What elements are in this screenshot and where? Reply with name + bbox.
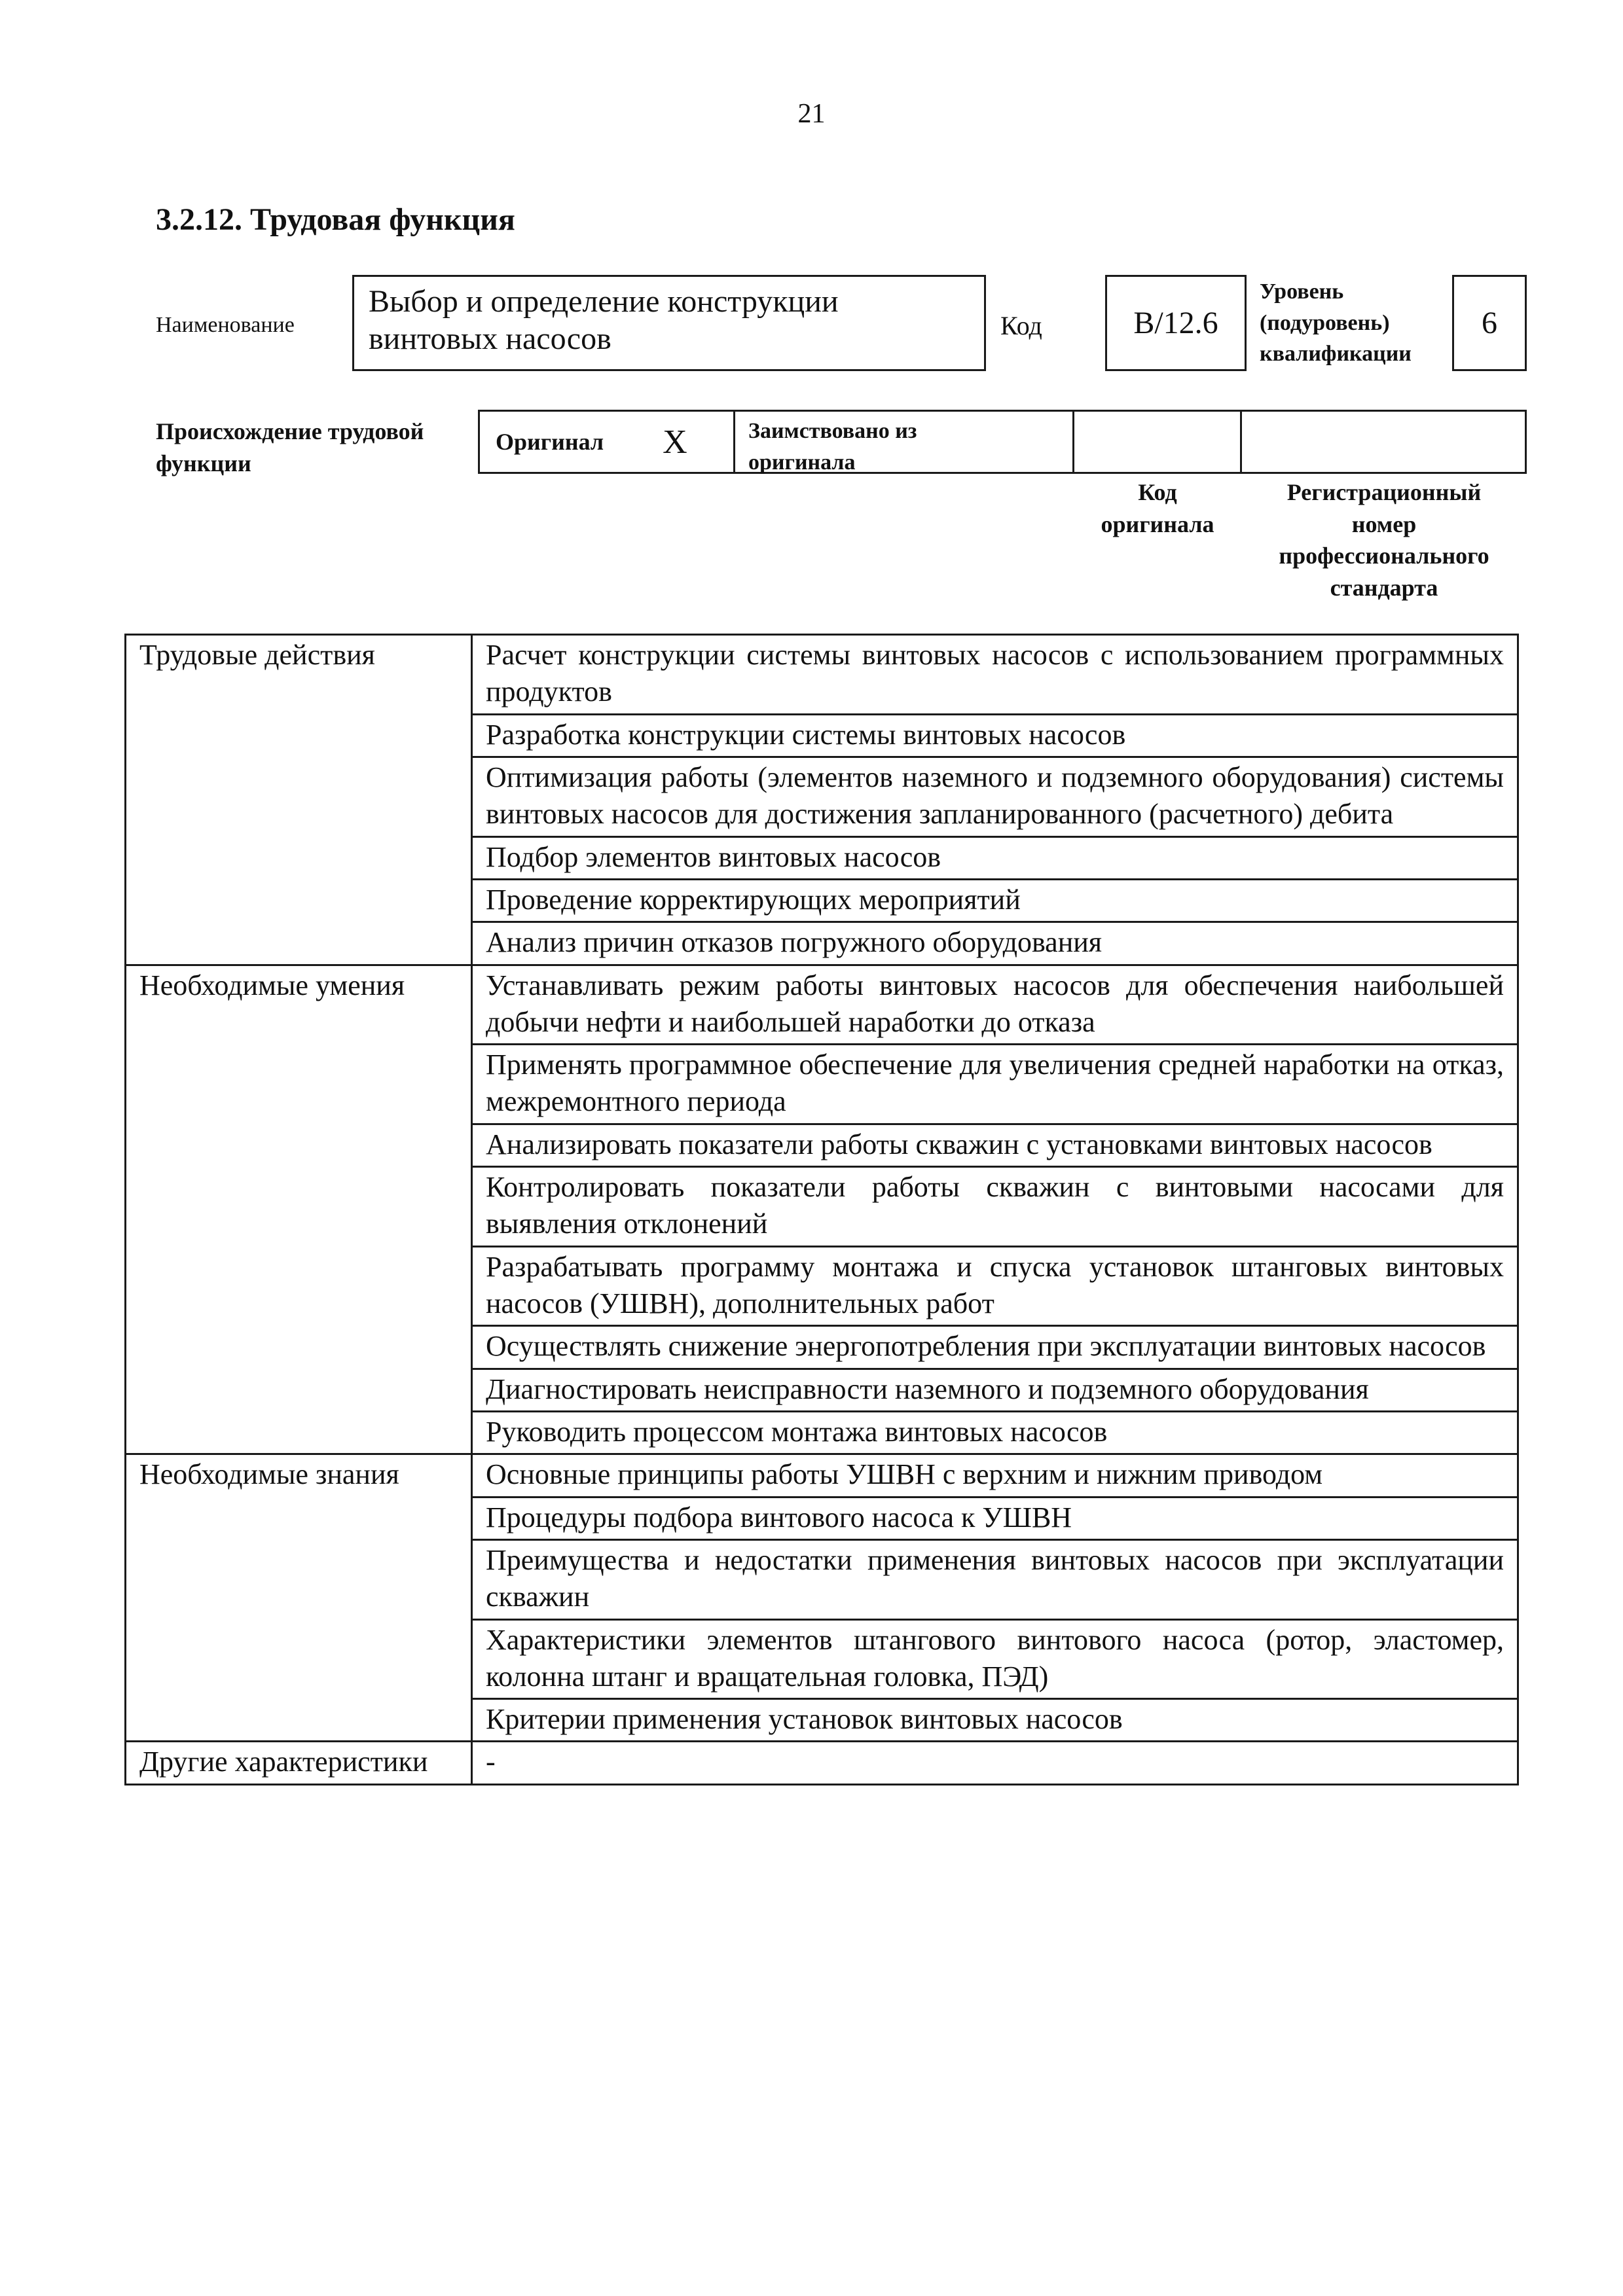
- level-label-line: Уровень: [1260, 279, 1344, 304]
- level-label-line: (подуровень): [1260, 310, 1390, 335]
- original-mark: X: [663, 423, 687, 461]
- origin-code-cell: [1074, 412, 1242, 472]
- item-cell: Диагностировать неисправности наземного и подземного оборудования: [472, 1369, 1518, 1411]
- origin-original-cell: [480, 412, 735, 472]
- item-cell: Характеристики элементов штангового винтового насоса (ротор, эластомер, колонна штанг и вращательная головка, ПЭД): [472, 1619, 1518, 1699]
- table-row: [126, 965, 1518, 1045]
- item-cell: Осуществлять снижение энергопотребления при эксплуатации винтовых насосов: [472, 1326, 1518, 1369]
- item-cell: Анализировать показатели работы скважин с установками винтовых насосов: [472, 1124, 1518, 1166]
- category-cell: Другие характеристики: [126, 1742, 472, 1784]
- item-cell: Разрабатывать программу монтажа и спуска установок штанговых винтовых насосов (УШВН), дополнительных работ: [472, 1246, 1518, 1326]
- labor-function-table: [124, 634, 1519, 1785]
- item-cell: Подбор элементов винтовых насосов: [472, 836, 1518, 879]
- origin-label: [156, 416, 424, 479]
- item-cell: Разработка конструкции системы винтовых насосов: [472, 714, 1518, 757]
- item-cell: Анализ причин отказов погружного оборудования: [472, 922, 1518, 965]
- caption-line: стандарта: [1330, 574, 1438, 601]
- item-cell: Оптимизация работы (элементов наземного и подземного оборудования) системы винтовых насосов для достижения запланированного (расчетного) дебита: [472, 757, 1518, 836]
- origin-table: [478, 410, 1527, 474]
- item-cell: Процедуры подбора винтового насоса к УШВН: [472, 1497, 1518, 1539]
- level-label-line: квалификации: [1260, 342, 1412, 367]
- item-cell: Устанавливать режим работы винтовых насосов для обеспечения наибольшей добычи нефти и наибольшей наработки до отказа: [472, 965, 1518, 1045]
- category-cell: Необходимые знания: [126, 1454, 472, 1742]
- borrowed-label-line: Заимствовано из: [748, 419, 917, 443]
- category-cell: Трудовые действия: [126, 635, 472, 965]
- caption-line: номер: [1351, 511, 1417, 537]
- origin-reg-number-cell: [1242, 412, 1525, 472]
- caption-line: Код: [1138, 479, 1177, 505]
- original-label: Оригинал: [496, 429, 604, 455]
- category-cell: Необходимые умения: [126, 965, 472, 1454]
- origin-borrowed-cell: [735, 412, 1074, 475]
- function-name-box: Выбор и определение конструкции винтовых насосов: [352, 275, 986, 371]
- table-row: [126, 635, 1518, 715]
- code-label: Код: [1000, 311, 1042, 340]
- name-label: Наименование: [156, 313, 295, 337]
- origin-label-line: функции: [156, 450, 251, 476]
- caption-line: Регистрационный: [1286, 479, 1482, 505]
- page-number: 21: [797, 99, 826, 129]
- origin-label-line: Происхождение трудовой: [156, 418, 424, 444]
- qualification-level-label: [1260, 276, 1412, 370]
- section-title: 3.2.12. Трудовая функция: [156, 202, 515, 237]
- qualification-level-box: 6: [1452, 275, 1527, 371]
- item-cell: Преимущества и недостатки применения винтовых насосов при эксплуатации скважин: [472, 1539, 1518, 1619]
- item-cell: Расчет конструкции системы винтовых насосов с использованием программных продуктов: [472, 635, 1518, 715]
- item-cell: Контролировать показатели работы скважин с винтовыми насосами для выявления отклонений: [472, 1167, 1518, 1247]
- caption-line: оригинала: [1101, 511, 1214, 537]
- item-cell: Применять программное обеспечение для увеличения средней наработки на отказ, межремонтного периода: [472, 1045, 1518, 1124]
- registration-number-caption: [1241, 476, 1527, 603]
- item-cell: Критерии применения установок винтовых насосов: [472, 1699, 1518, 1742]
- original-code-caption: [1074, 476, 1241, 540]
- code-box: B/12.6: [1105, 275, 1247, 371]
- item-cell: Руководить процессом монтажа винтовых насосов: [472, 1411, 1518, 1454]
- table-row: [126, 1742, 1518, 1784]
- borrowed-label-line: оригинала: [748, 450, 856, 475]
- item-cell: Проведение корректирующих мероприятий: [472, 879, 1518, 922]
- caption-line: профессионального: [1279, 543, 1489, 569]
- table-row: [126, 1454, 1518, 1497]
- item-cell: Основные принципы работы УШВН с верхним и нижним приводом: [472, 1454, 1518, 1497]
- item-cell: -: [472, 1742, 1518, 1784]
